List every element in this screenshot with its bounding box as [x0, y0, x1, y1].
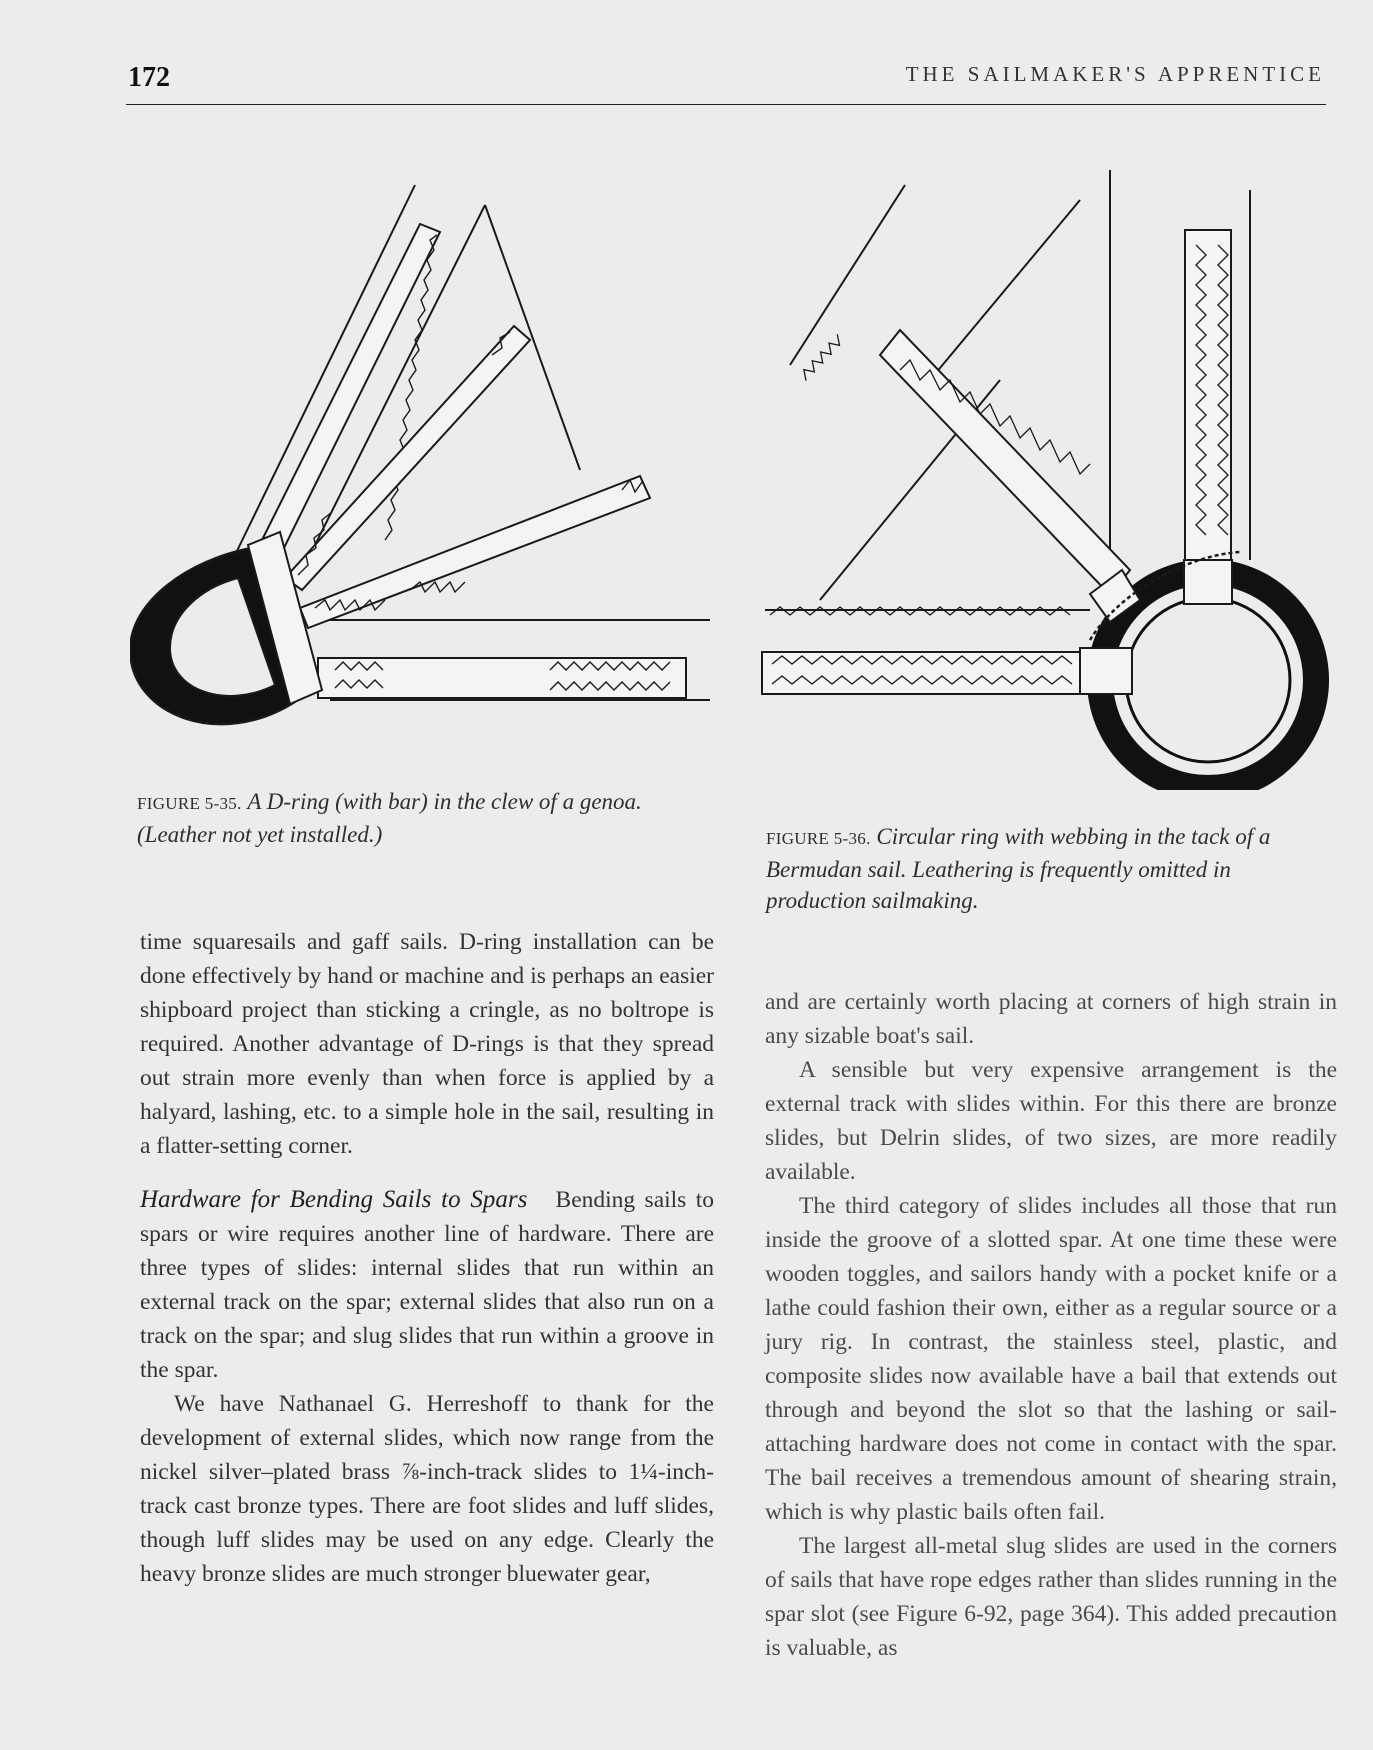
right-column — [765, 985, 1337, 1665]
page-number: 172 — [128, 62, 170, 93]
running-head: THE SAILMAKER'S APPRENTICE — [905, 62, 1325, 86]
figure-5-36-label: FIGURE 5-36. — [766, 829, 871, 848]
figure-5-35-caption — [137, 786, 697, 850]
figure-5-35-label: FIGURE 5-35. — [137, 794, 242, 813]
right-paragraph-1: and are certainly worth placing at corners of high strain in any sizable boat's sail. — [765, 989, 1337, 1049]
figure-5-36-caption-text: Circular ring with webbing in the tack of a Bermudan sail. Leathering is frequently omitted in production sailmaking. — [766, 824, 1271, 913]
figure-5-36-caption — [766, 821, 1326, 916]
figure-5-36-drawing — [760, 170, 1330, 790]
header-rule — [126, 104, 1326, 105]
left-paragraph-2 — [140, 1183, 714, 1387]
right-paragraph-4: The largest all-metal slug slides are used in the corners of sails that have rope edges rather than slides running in the spar slot (see Figure 6-92, page 364). This added precaution is valuable, as — [765, 1533, 1337, 1661]
figure-5-35-caption-text: A D-ring (with bar) in the clew of a genoa. (Leather not yet installed.) — [137, 789, 642, 847]
right-paragraph-3: The third category of slides includes all those that run inside the groove of a slotted spar. At one time these were wooden toggles, and sailors handy with a pocket knife or a lathe could fashion their own, either as a regular source or a jury rig. In contrast, the stainless steel, plastic, and composite slides now available have a bail that extends out through and beyond the slot so that the lashing or sail-attaching hardware does not come in contact with the spar. The bail receives a tremendous amount of shearing strain, which is why plastic bails often fail. — [765, 1193, 1337, 1525]
section-heading: Hardware for Bending Sails to Spars — [140, 1186, 528, 1213]
left-paragraph-2-text: Bending sails to spars or wire requires another line of hardware. There are three types of slides: internal slides that run within an external track on the spar; external slides that also run on a track on the spar; and slug slides that run within a groove in the spar. — [140, 1187, 715, 1383]
figure-5-35-drawing — [130, 180, 720, 750]
left-paragraph-3: We have Nathanael G. Herreshoff to thank for the development of external slides, which now range from the nickel silver–plated brass ⅞-inch-track slides to 1¼-inch-track cast bronze types. There are foot slides and luff slides, though luff slides may be used on any edge. Clearly the heavy bronze slides are much stronger bluewater gear, — [140, 1391, 714, 1587]
right-paragraph-2: A sensible but very expensive arrangement is the external track with slides within. For this there are bronze slides, but Delrin slides, of two sizes, are more readily available. — [765, 1057, 1337, 1185]
left-column — [140, 925, 714, 1591]
left-paragraph-1: time squaresails and gaff sails. D-ring installation can be done effectively by hand or machine and is perhaps an easier shipboard project than sticking a cringle, as no boltrope is required. Another advantage of D-rings is that they spread out strain more evenly than when force is applied by a halyard, lashing, etc. to a simple hole in the sail, resulting in a flatter-setting corner. — [140, 929, 714, 1159]
